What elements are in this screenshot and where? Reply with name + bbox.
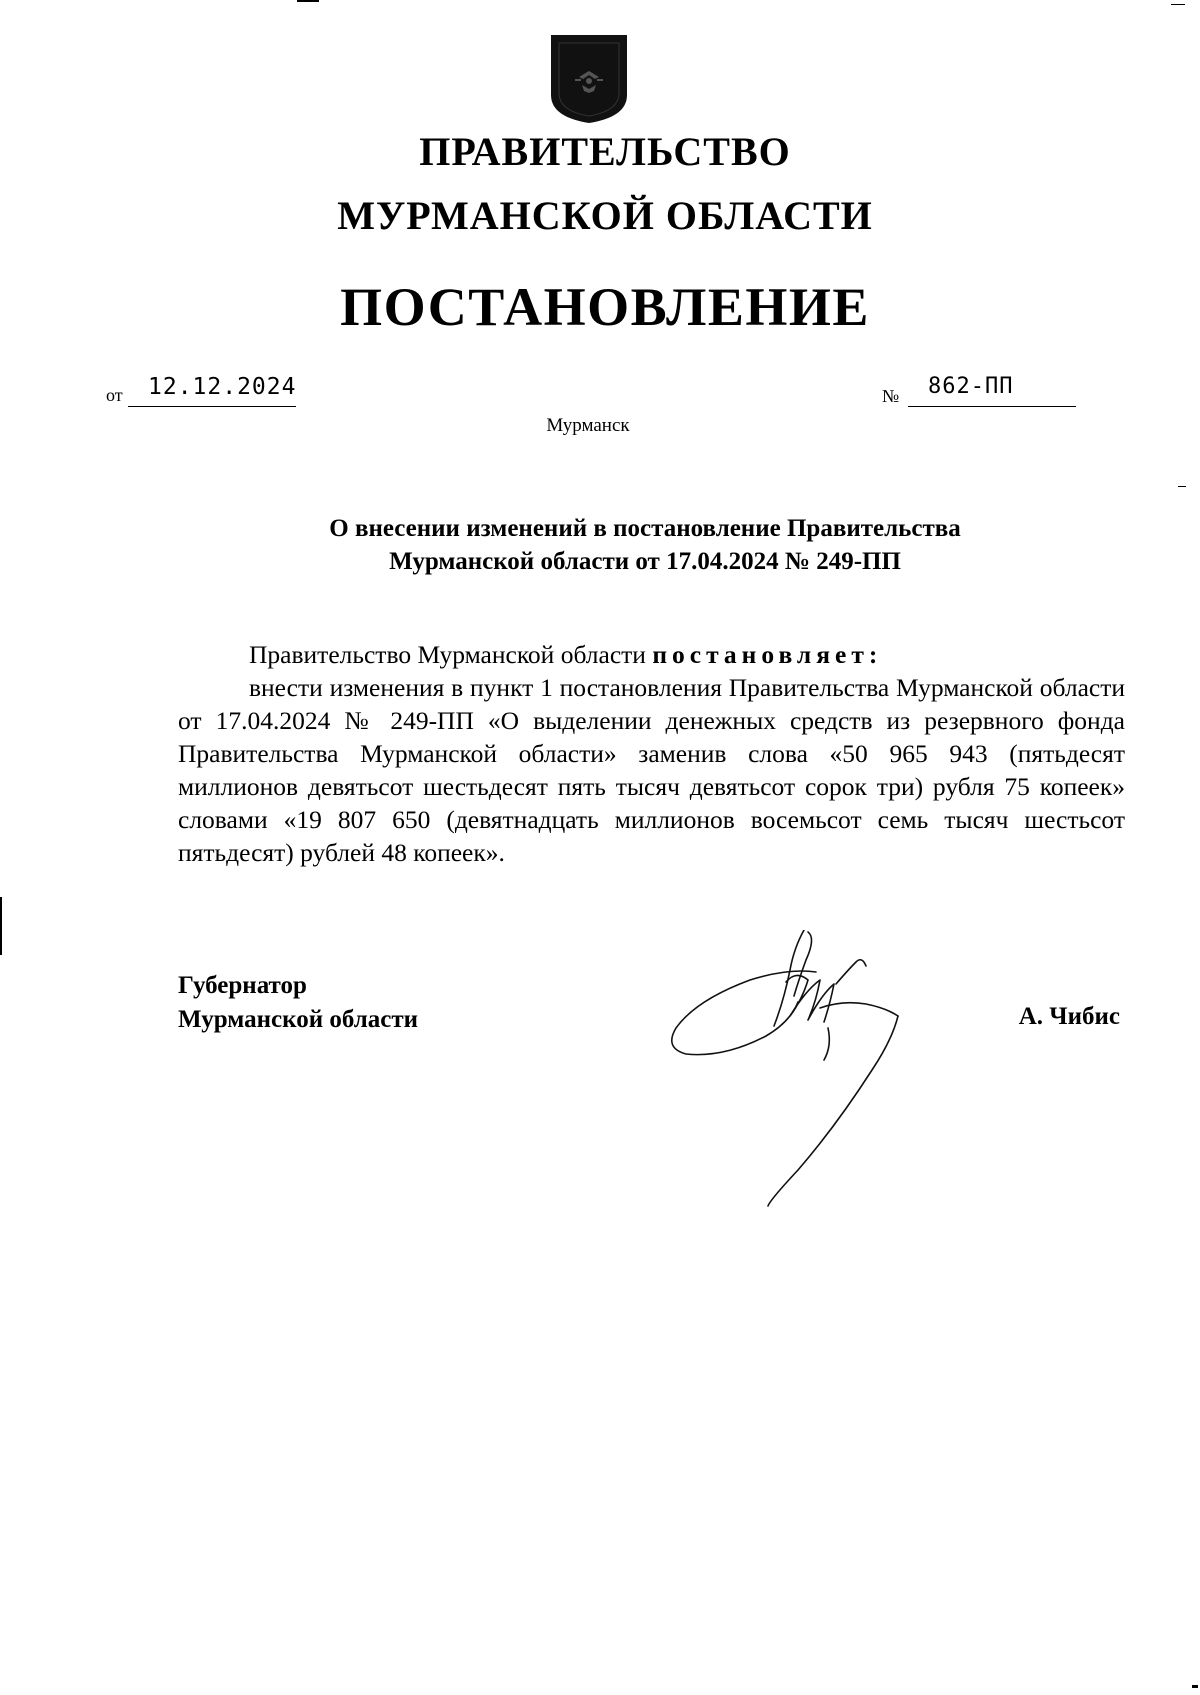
document-body	[178, 638, 1125, 869]
document-title	[180, 512, 1110, 578]
document-title-line2: Мурманской области от 17.04.2024 № 249-ПП	[389, 548, 901, 575]
handwritten-signature	[666, 930, 926, 1210]
signatory-name: А. Чибис	[1018, 1003, 1120, 1030]
scan-edge-mark	[297, 0, 319, 2]
number-field	[908, 374, 1076, 407]
number-label: №	[882, 386, 900, 406]
scan-edge-mark	[1171, 4, 1185, 5]
intro-paragraph	[178, 638, 1125, 671]
date-label: от	[106, 385, 123, 405]
intro-text: Правительство Мурманской области	[249, 640, 653, 669]
government-name-line2: МУРМАНСКОЙ ОБЛАСТИ	[337, 193, 873, 238]
scan-edge-mark	[1192, 1685, 1198, 1688]
signatory-position-line1: Губернатор	[178, 972, 307, 999]
document-title-line1: О внесении изменений в постановление Правительства	[329, 515, 961, 542]
signatory-position-line2: Мурманской области	[178, 1006, 419, 1033]
document-type-heading: ПОСТАНОВЛЕНИЕ	[340, 277, 870, 337]
signatory-position	[178, 969, 418, 1037]
scan-edge-mark	[0, 897, 2, 955]
government-name-line1: ПРАВИТЕЛЬСТВО	[419, 129, 791, 174]
coat-of-arms-icon	[549, 33, 629, 125]
date-field	[128, 374, 296, 407]
city-name: Мурманск	[546, 415, 630, 436]
date-value: 12.12.2024	[148, 374, 297, 400]
number-value: 862-ПП	[928, 374, 1014, 399]
scan-edge-mark	[1178, 486, 1186, 487]
intro-emphasis: постановляет:	[652, 640, 883, 669]
main-paragraph: внести изменения в пункт 1 постановления Правительства Мурманской области от 17.04.2024 № 249-ПП «О выделении денежных средств из резервного фонда Правительства Мурманской области» заменив слова «50 965 943 (пятьдесят миллионов девятьсот шестьдесят пять тысяч девятьсот сорок три) рубля 75 копеек» словами «19 807 650 (девятнадцать миллионов восемьсот семь тысяч шестьсот пятьдесят) рублей 48 копеек».	[178, 673, 1125, 867]
